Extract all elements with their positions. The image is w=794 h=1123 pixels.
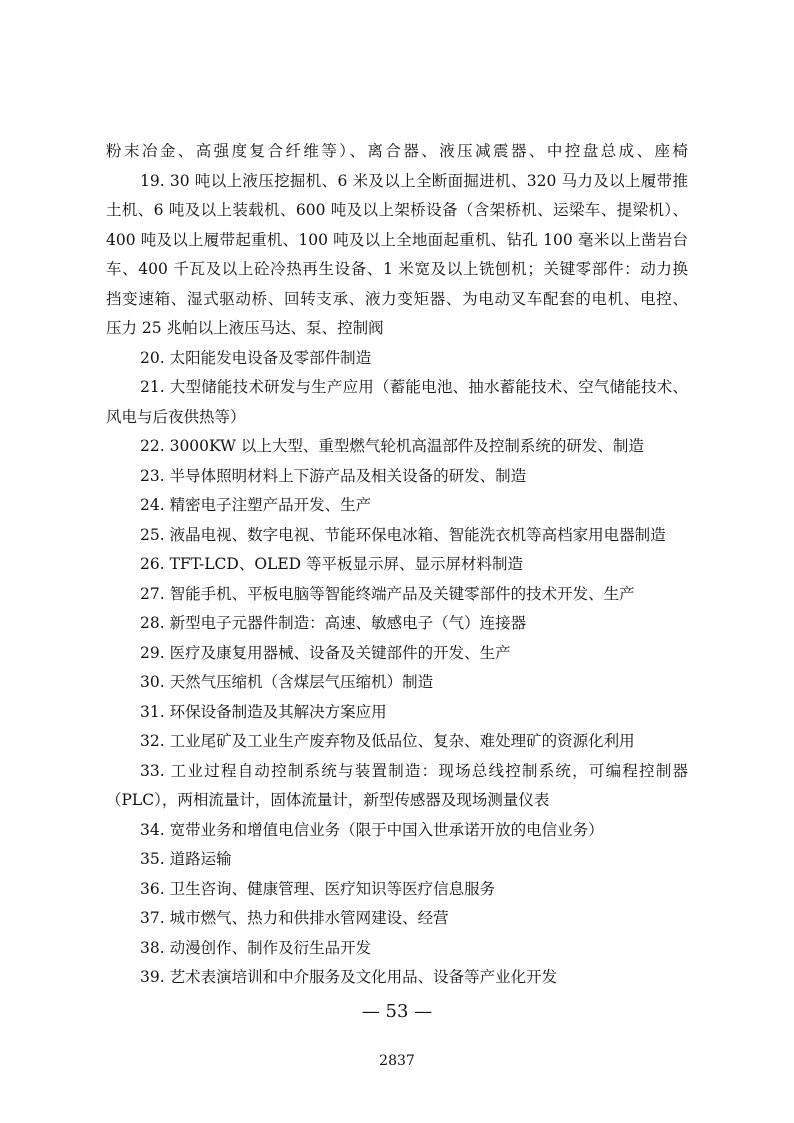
text-line: 37. 城市燃气、热力和供排水管网建设、经营 bbox=[140, 909, 449, 927]
text-line: 32. 工业尾矿及工业生产废弃物及低品位、复杂、难处理矿的资源化利用 bbox=[140, 732, 635, 750]
text-line: 25. 液晶电视、数字电视、节能环保电冰箱、智能洗衣机等高档家用电器制造 bbox=[140, 525, 666, 544]
text-line: 21. 大型储能技术研发与生产应用（蓄能电池、抽水蓄能技术、空气储能技术、 bbox=[140, 378, 688, 396]
text-line: 24. 精密电子注塑产品开发、生产 bbox=[140, 496, 372, 514]
text-line: 23. 半导体照明材料上下游产品及相关设备的研发、制造 bbox=[140, 466, 527, 485]
text-line: 19. 30 吨以上液压挖掘机、6 米及以上全断面掘进机、320 马力及以上履带推 bbox=[140, 171, 688, 190]
text-line: 挡变速箱、湿式驱动桥、回转支承、液力变矩器、为电动叉车配套的电机、电控、 bbox=[106, 289, 688, 308]
text-line: 29. 医疗及康复用器械、设备及关键部件的开发、生产 bbox=[140, 643, 511, 662]
text-line: 39. 艺术表演培训和中介服务及文化用品、设备等产业化开发 bbox=[140, 968, 558, 986]
text-line: 33. 工业过程自动控制系统与装置制造：现场总线控制系统，可编程控制器 bbox=[140, 761, 688, 780]
text-line: 22. 3000KW 以上大型、重型燃气轮机高温部件及控制系统的研发、制造 bbox=[140, 437, 644, 455]
text-line: 31. 环保设备制造及其解决方案应用 bbox=[140, 702, 387, 721]
text-line: 压力 25 兆帕以上液压马达、泵、控制阀 bbox=[106, 319, 384, 337]
page-number: — 53 — bbox=[361, 1001, 433, 1022]
document-body bbox=[106, 137, 688, 993]
text-line: 20. 太阳能发电设备及零部件制造 bbox=[140, 348, 372, 367]
text-line: 土机、6 吨及以上装载机、600 吨及以上架桥设备（含架桥机、运梁车、提梁机）、 bbox=[106, 201, 688, 219]
text-line: 400 吨及以上履带起重机、100 吨及以上全地面起重机、钻孔 100 毫米以上凿岩台 bbox=[106, 230, 688, 249]
footer-number: 2837 bbox=[379, 1053, 415, 1069]
text-line: 35. 道路运输 bbox=[140, 850, 232, 868]
text-line: 26. TFT-LCD、OLED 等平板显示屏、显示屏材料制造 bbox=[140, 555, 523, 573]
text-line: 38. 动漫创作、制作及衍生品开发 bbox=[140, 938, 372, 957]
text-line: （PLC），两相流量计，固体流量计，新型传感器及现场测量仪表 bbox=[106, 791, 550, 809]
text-line: 车、400 千瓦及以上砼冷热再生设备、1 米宽及以上铣刨机；关键零部件：动力换 bbox=[106, 260, 688, 278]
text-line: 36. 卫生咨询、健康管理、医疗知识等医疗信息服务 bbox=[140, 879, 496, 898]
text-line: 30. 天然气压缩机（含煤层气压缩机）制造 bbox=[140, 673, 434, 691]
text-line: 28. 新型电子元器件制造：高速、敏感电子（气）连接器 bbox=[140, 614, 527, 632]
text-line: 34. 宽带业务和增值电信业务（限于中国入世承诺开放的电信业务） bbox=[140, 820, 604, 839]
text-line: 粉末冶金、高强度复合纤维等）、离合器、液压减震器、中控盘总成、座椅 bbox=[106, 142, 688, 160]
text-line: 27. 智能手机、平板电脑等智能终端产品及关键零部件的技术开发、生产 bbox=[140, 584, 635, 603]
text-line: 风电与后夜供热等） bbox=[106, 407, 246, 426]
